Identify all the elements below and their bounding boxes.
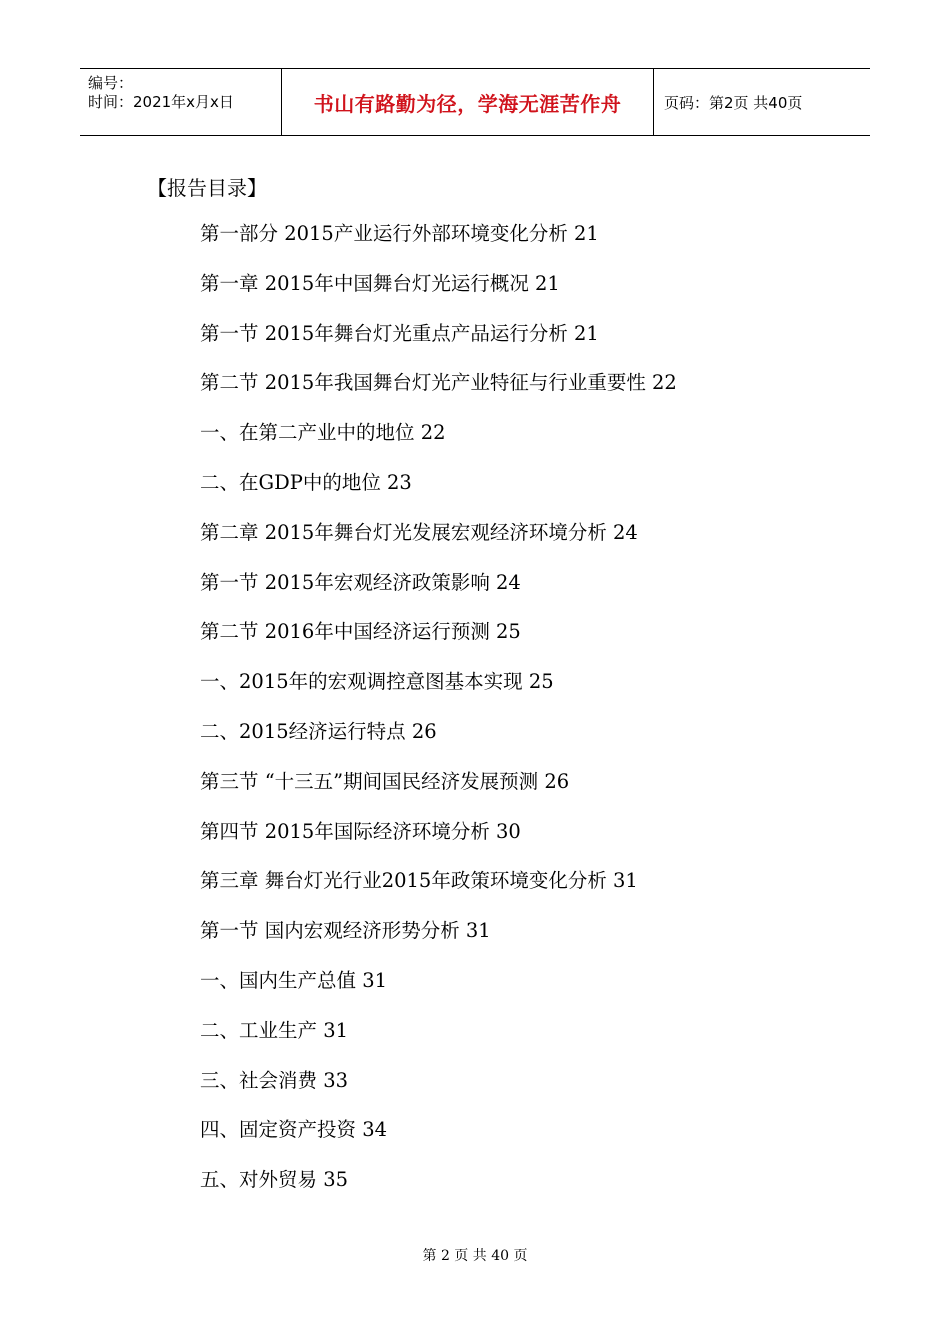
toc-title: 【报告目录】 <box>147 176 267 200</box>
toc-item: 第三章 舞台灯光行业2015年政策环境变化分析 31 <box>200 869 638 893</box>
header-motto: 书山有路勤为径，学海无涯苦作舟 <box>313 91 622 116</box>
toc-item: 第四节 2015年国际经济环境分析 30 <box>200 819 521 843</box>
document-code-label: 编号： <box>88 74 134 92</box>
toc-list <box>200 218 677 1214</box>
header-page-info: 页码：第2页 共40页 <box>664 93 803 112</box>
footer-page-number: 第 2 页 共 40 页 <box>422 1248 528 1264</box>
header-motto-cell <box>282 69 654 135</box>
toc-item: 四、固定资产投资 34 <box>200 1118 388 1142</box>
document-time-label: 时间：2021年x月x日 <box>88 93 234 111</box>
toc-item: 三、社会消费 33 <box>200 1068 349 1092</box>
page-header <box>80 68 870 136</box>
toc-item: 第二章 2015年舞台灯光发展宏观经济环境分析 24 <box>200 520 638 544</box>
toc-item: 第一部分 2015产业运行外部环境变化分析 21 <box>200 222 599 245</box>
toc-item: 第一节 2015年宏观经济政策影响 24 <box>200 570 521 594</box>
page-footer <box>0 1245 950 1265</box>
toc-item: 二、工业生产 31 <box>200 1018 349 1042</box>
toc-item: 第二节 2015年我国舞台灯光产业特征与行业重要性 22 <box>200 371 677 395</box>
toc-item: 第一节 2015年舞台灯光重点产品运行分析 21 <box>200 321 599 345</box>
toc-item: 第三节 “十三五”期间国民经济发展预测 26 <box>200 769 570 793</box>
toc-item: 第二节 2016年中国经济运行预测 25 <box>200 620 521 644</box>
toc-item: 二、2015经济运行特点 26 <box>200 719 437 743</box>
header-meta-cell <box>80 69 282 135</box>
toc-item: 第一节 国内宏观经济形势分析 31 <box>200 919 491 943</box>
toc-item: 一、在第二产业中的地位 22 <box>200 421 446 445</box>
header-page-cell <box>654 69 870 135</box>
toc-item: 第一章 2015年中国舞台灯光运行概况 21 <box>200 271 560 295</box>
toc-item: 二、在GDP中的地位 23 <box>200 470 412 494</box>
toc-item: 五、对外贸易 35 <box>200 1168 349 1192</box>
toc-item: 一、国内生产总值 31 <box>200 968 388 992</box>
toc-item: 一、2015年的宏观调控意图基本实现 25 <box>200 670 554 694</box>
